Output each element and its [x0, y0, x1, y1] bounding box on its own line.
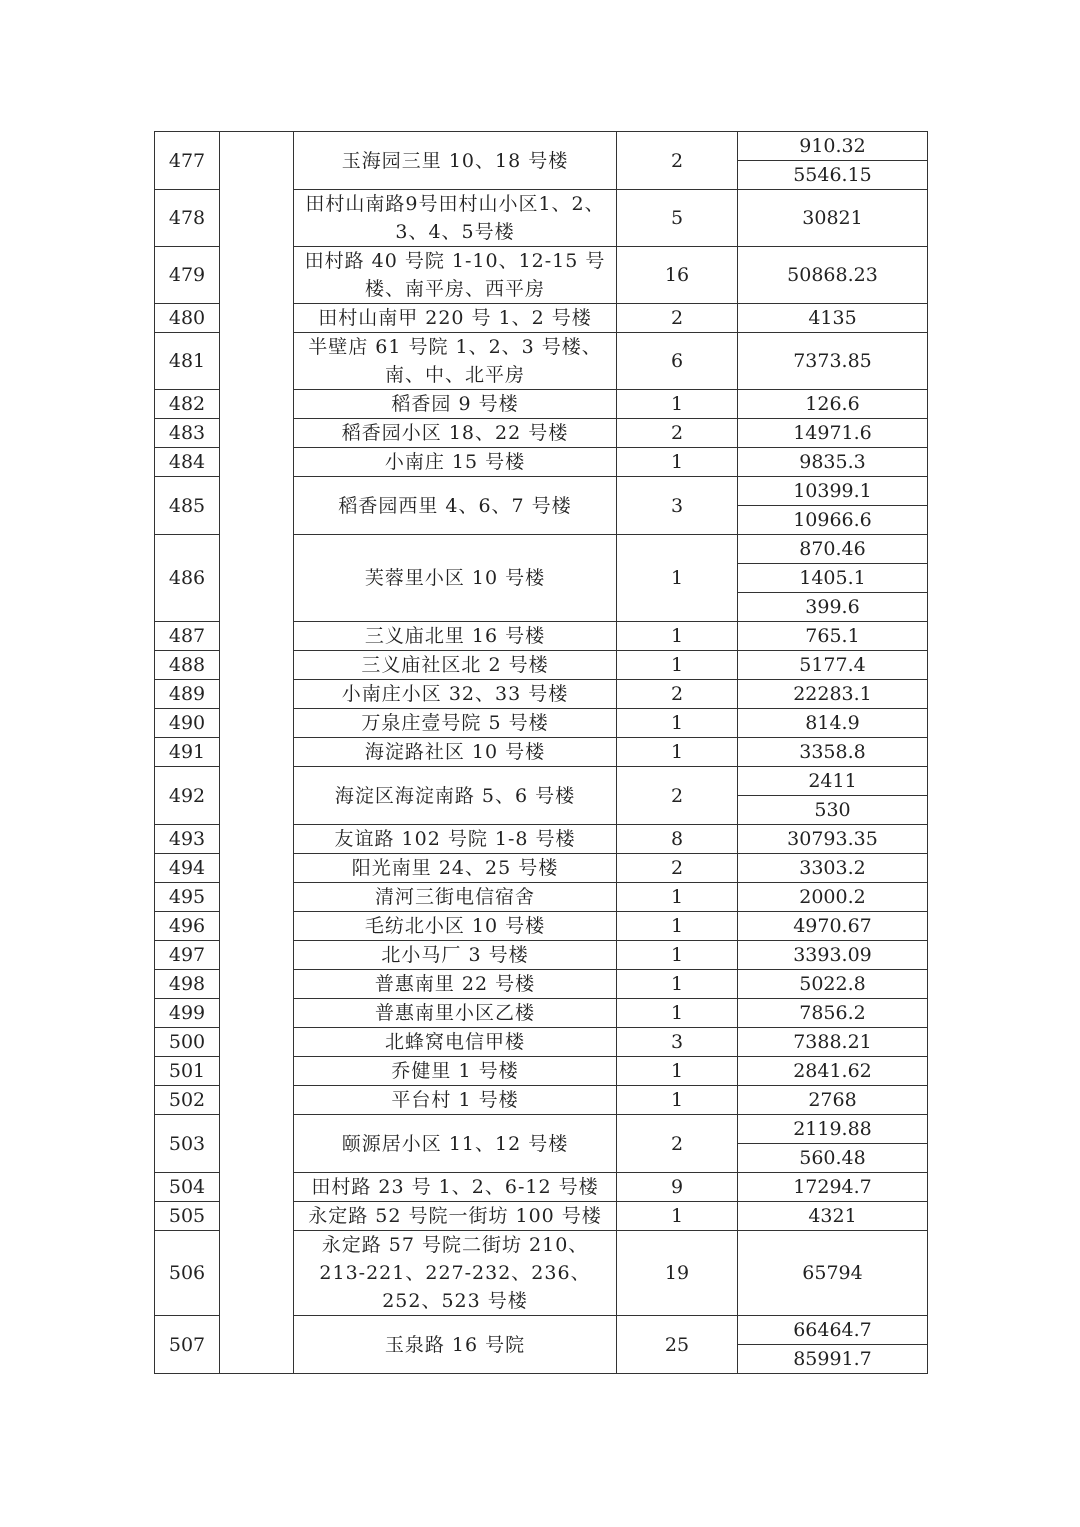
area-value: 3303.2 [738, 854, 928, 883]
building-address: 三义庙北里 16 号楼 [294, 622, 617, 651]
area-value: 399.6 [738, 593, 928, 622]
row-number: 482 [155, 390, 220, 419]
row-number: 489 [155, 680, 220, 709]
building-address: 海淀路社区 10 号楼 [294, 738, 617, 767]
row-number: 495 [155, 883, 220, 912]
building-count: 25 [617, 1316, 738, 1374]
building-address: 普惠南里小区乙楼 [294, 999, 617, 1028]
row-number: 493 [155, 825, 220, 854]
building-count: 1 [617, 1057, 738, 1086]
building-address: 田村路 23 号 1、2、6-12 号楼 [294, 1173, 617, 1202]
building-address: 乔健里 1 号楼 [294, 1057, 617, 1086]
row-number: 477 [155, 132, 220, 190]
row-number: 500 [155, 1028, 220, 1057]
building-count: 6 [617, 333, 738, 390]
building-count: 8 [617, 825, 738, 854]
building-address: 友谊路 102 号院 1-8 号楼 [294, 825, 617, 854]
building-address: 永定路 57 号院二街坊 210、213-221、227-232、236、252、523 号楼 [294, 1231, 617, 1316]
area-value: 66464.7 [738, 1316, 928, 1345]
table-row [155, 132, 928, 161]
building-address: 稻香园 9 号楼 [294, 390, 617, 419]
area-value: 30821 [738, 190, 928, 247]
area-value: 560.48 [738, 1144, 928, 1173]
row-number: 502 [155, 1086, 220, 1115]
area-value: 9835.3 [738, 448, 928, 477]
area-value: 2768 [738, 1086, 928, 1115]
building-address: 田村山南甲 220 号 1、2 号楼 [294, 304, 617, 333]
area-value: 22283.1 [738, 680, 928, 709]
area-value: 1405.1 [738, 564, 928, 593]
building-address: 普惠南里 22 号楼 [294, 970, 617, 999]
row-number: 507 [155, 1316, 220, 1374]
building-count: 2 [617, 419, 738, 448]
area-value: 65794 [738, 1231, 928, 1316]
area-value: 4970.67 [738, 912, 928, 941]
building-count: 1 [617, 912, 738, 941]
building-address: 北小马厂 3 号楼 [294, 941, 617, 970]
building-count: 3 [617, 1028, 738, 1057]
building-count: 2 [617, 854, 738, 883]
building-address: 三义庙社区北 2 号楼 [294, 651, 617, 680]
row-number: 504 [155, 1173, 220, 1202]
area-value: 910.32 [738, 132, 928, 161]
building-count: 1 [617, 448, 738, 477]
row-number: 496 [155, 912, 220, 941]
building-count: 2 [617, 304, 738, 333]
building-address: 毛纺北小区 10 号楼 [294, 912, 617, 941]
building-address: 稻香园小区 18、22 号楼 [294, 419, 617, 448]
building-address: 玉海园三里 10、18 号楼 [294, 132, 617, 190]
building-count: 1 [617, 1202, 738, 1231]
building-count: 1 [617, 622, 738, 651]
building-address: 田村路 40 号院 1-10、12-15 号楼、南平房、西平房 [294, 247, 617, 304]
row-number: 488 [155, 651, 220, 680]
area-value: 2841.62 [738, 1057, 928, 1086]
row-number: 497 [155, 941, 220, 970]
area-value: 85991.7 [738, 1345, 928, 1374]
building-address: 芙蓉里小区 10 号楼 [294, 535, 617, 622]
row-number: 480 [155, 304, 220, 333]
area-value: 814.9 [738, 709, 928, 738]
district-column [220, 132, 294, 1374]
building-address: 玉泉路 16 号院 [294, 1316, 617, 1374]
building-count: 1 [617, 1086, 738, 1115]
building-count: 1 [617, 738, 738, 767]
buildings-table [154, 131, 928, 1374]
row-number: 479 [155, 247, 220, 304]
area-value: 3393.09 [738, 941, 928, 970]
building-count: 1 [617, 709, 738, 738]
row-number: 487 [155, 622, 220, 651]
building-address: 阳光南里 24、25 号楼 [294, 854, 617, 883]
area-value: 50868.23 [738, 247, 928, 304]
row-number: 499 [155, 999, 220, 1028]
building-count: 1 [617, 999, 738, 1028]
row-number: 491 [155, 738, 220, 767]
area-value: 17294.7 [738, 1173, 928, 1202]
row-number: 494 [155, 854, 220, 883]
area-value: 7388.21 [738, 1028, 928, 1057]
area-value: 2411 [738, 767, 928, 796]
area-value: 4135 [738, 304, 928, 333]
building-count: 2 [617, 132, 738, 190]
area-value: 765.1 [738, 622, 928, 651]
building-count: 1 [617, 883, 738, 912]
building-count: 9 [617, 1173, 738, 1202]
building-count: 2 [617, 767, 738, 825]
building-address: 田村山南路9号田村山小区1、2、3、4、5号楼 [294, 190, 617, 247]
building-address: 小南庄 15 号楼 [294, 448, 617, 477]
row-number: 503 [155, 1115, 220, 1173]
area-value: 30793.35 [738, 825, 928, 854]
area-value: 5546.15 [738, 161, 928, 190]
area-value: 5022.8 [738, 970, 928, 999]
building-count: 2 [617, 680, 738, 709]
building-address: 平台村 1 号楼 [294, 1086, 617, 1115]
area-value: 10399.1 [738, 477, 928, 506]
area-value: 2000.2 [738, 883, 928, 912]
area-value: 870.46 [738, 535, 928, 564]
building-address: 清河三街电信宿舍 [294, 883, 617, 912]
area-value: 2119.88 [738, 1115, 928, 1144]
area-value: 4321 [738, 1202, 928, 1231]
building-count: 1 [617, 390, 738, 419]
row-number: 506 [155, 1231, 220, 1316]
row-number: 505 [155, 1202, 220, 1231]
row-number: 478 [155, 190, 220, 247]
row-number: 485 [155, 477, 220, 535]
building-count: 1 [617, 970, 738, 999]
building-count: 1 [617, 535, 738, 622]
building-address: 永定路 52 号院一街坊 100 号楼 [294, 1202, 617, 1231]
building-count: 16 [617, 247, 738, 304]
row-number: 484 [155, 448, 220, 477]
building-count: 19 [617, 1231, 738, 1316]
building-address: 小南庄小区 32、33 号楼 [294, 680, 617, 709]
building-count: 1 [617, 651, 738, 680]
building-count: 1 [617, 941, 738, 970]
building-address: 稻香园西里 4、6、7 号楼 [294, 477, 617, 535]
area-value: 3358.8 [738, 738, 928, 767]
row-number: 498 [155, 970, 220, 999]
building-count: 2 [617, 1115, 738, 1173]
row-number: 490 [155, 709, 220, 738]
building-address: 半壁店 61 号院 1、2、3 号楼、南、中、北平房 [294, 333, 617, 390]
building-address: 万泉庄壹号院 5 号楼 [294, 709, 617, 738]
area-value: 10966.6 [738, 506, 928, 535]
area-value: 126.6 [738, 390, 928, 419]
building-count: 3 [617, 477, 738, 535]
row-number: 481 [155, 333, 220, 390]
area-value: 5177.4 [738, 651, 928, 680]
row-number: 483 [155, 419, 220, 448]
area-value: 530 [738, 796, 928, 825]
row-number: 501 [155, 1057, 220, 1086]
building-address: 海淀区海淀南路 5、6 号楼 [294, 767, 617, 825]
building-address: 颐源居小区 11、12 号楼 [294, 1115, 617, 1173]
building-count: 5 [617, 190, 738, 247]
row-number: 492 [155, 767, 220, 825]
area-value: 7856.2 [738, 999, 928, 1028]
area-value: 14971.6 [738, 419, 928, 448]
area-value: 7373.85 [738, 333, 928, 390]
row-number: 486 [155, 535, 220, 622]
building-address: 北蜂窝电信甲楼 [294, 1028, 617, 1057]
